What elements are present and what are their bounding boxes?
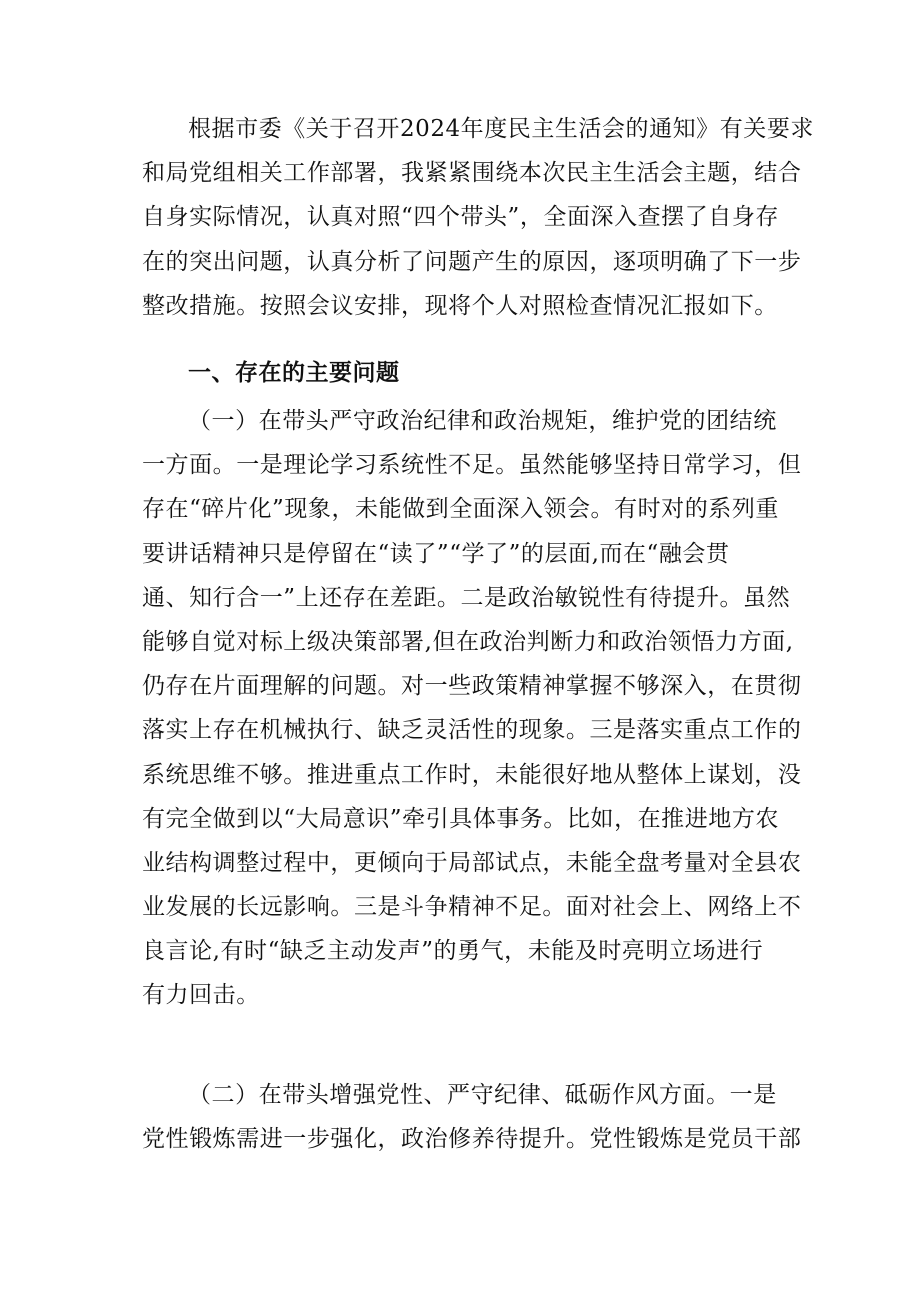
intro-paragraph [142, 107, 814, 328]
paragraph-line: 自身实际情况，认真对照“四个带头”，全面深入查摆了自身存 [142, 204, 779, 231]
paragraph-line: 业结构调整过程中，更倾向于局部试点，未能全盘考量对全县农 [142, 849, 802, 876]
paragraph-line: 和局党组相关工作部署，我紧紧围绕本次民主生活会主题，结合 [142, 160, 802, 187]
paragraph-line: 仍存在片面理解的问题。对一些政策精神掌握不够深入，在贯彻 [142, 673, 802, 700]
paragraph-line: 要讲话精神只是停留在“读了”“学了”的层面,而在“融会贯 [142, 540, 730, 567]
paragraph-line: 通、知行合一”上还存在差距。二是政治敏锐性有待提升。虽然 [142, 584, 791, 611]
section2-paragraph [142, 1073, 802, 1161]
paragraph-line: 在的突出问题，认真分析了问题产生的原因，逐项明确了下一步 [142, 248, 802, 275]
paragraph-line: 落实上存在机械执行、缺乏灵活性的现象。三是落实重点工作的 [142, 717, 802, 744]
paragraph-line: 整改措施。按照会议安排，现将个人对照检查情况汇报如下。 [142, 292, 778, 319]
paragraph-line: 存在“碎片化”现象，未能做到全面深入领会。有时对的系列重 [142, 496, 779, 523]
paragraph-line: 能够自觉对标上级决策部署,但在政治判断力和政治领悟力方面, [142, 628, 794, 655]
paragraph-line: （一）在带头严守政治纪律和政治规矩，维护党的团结统 [188, 408, 777, 434]
paragraph-line: 有力回击。 [142, 982, 260, 1009]
paragraph-line: 党性锻炼需进一步强化，政治修养待提升。党性锻炼是党员干部 [142, 1126, 802, 1153]
section1-paragraph [142, 399, 802, 1018]
section-heading [142, 351, 782, 395]
paragraph-line: 一方面。一是理论学习系统性不足。虽然能够坚持日常学习，但 [142, 452, 802, 479]
section-title: 一、存在的主要问题 [188, 360, 400, 386]
paragraph-line: （二）在带头增强党性、严守纪律、砥砺作风方面。一是 [188, 1082, 777, 1108]
paragraph-line: 良言论,有时“缺乏主动发声”的勇气，未能及时亮明立场进行 [142, 938, 764, 965]
paragraph-line: 业发展的长远影响。三是斗争精神不足。面对社会上、网络上不 [142, 894, 802, 921]
paragraph-line: 有完全做到以“大局意识”牵引具体事务。比如，在推进地方农 [142, 805, 779, 832]
paragraph-line: 根据市委《关于召开2024年度民主生活会的通知》有关要求 [188, 116, 814, 142]
paragraph-line: 系统思维不够。推进重点工作时，未能很好地从整体上谋划，没 [142, 761, 802, 788]
